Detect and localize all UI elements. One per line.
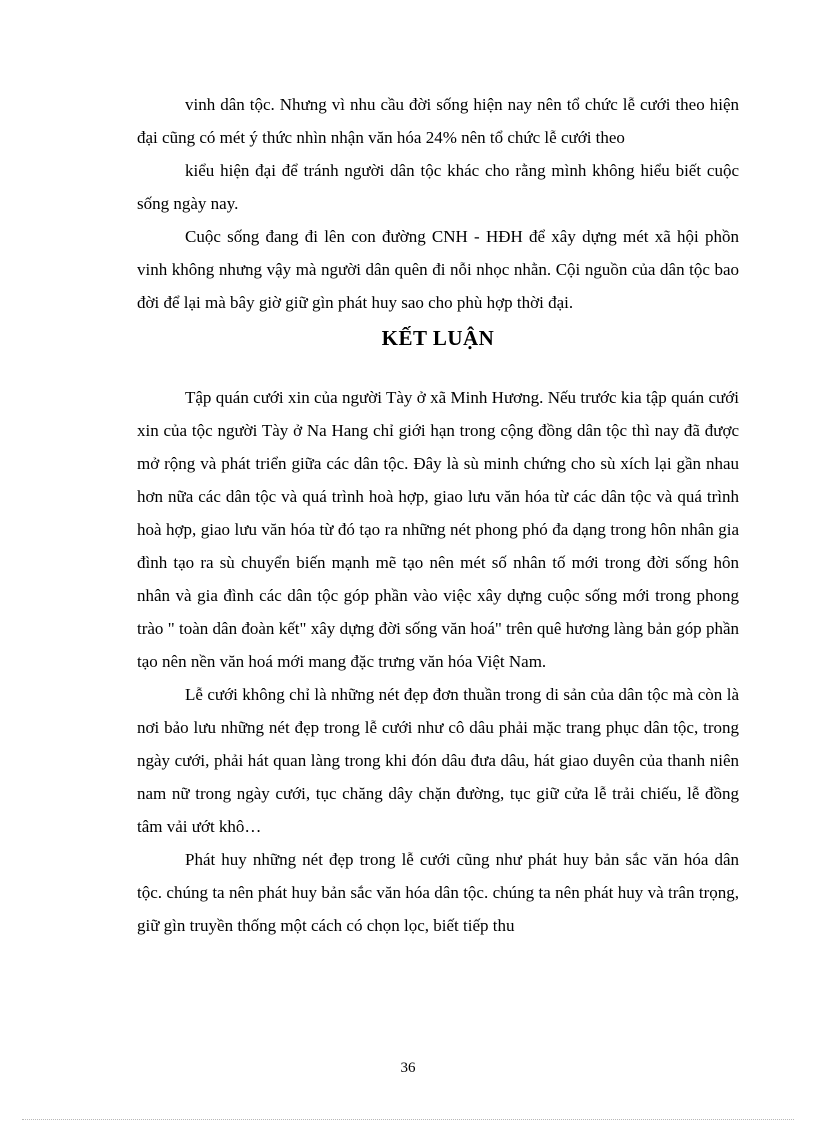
section-heading: KẾT LUẬN: [381, 326, 495, 350]
footer-divider: [22, 1119, 794, 1120]
document-body: [137, 88, 739, 942]
paragraph-3: Cuộc sống đang đi lên con đường CNH - HĐH để xây dựng mét xã hội phồn vinh không nhưng vậy mà người dân quên đi nỗi nhọc nhằn. Cội nguồn của dân tộc bao đời để lại mà bây giờ giữ gìn phát huy sao cho phù hợp thời đại.: [137, 227, 739, 312]
paragraph-1: vinh dân tộc. Nhưng vì nhu cầu đời sống hiện nay nên tổ chức lễ cưới theo hiện đại cũng có mét ý thức nhìn nhận văn hóa 24% nên tổ chức lễ cưới theo: [137, 95, 739, 147]
paragraph-2: kiểu hiện đại để tránh người dân tộc khác cho rằng mình không hiểu biết cuộc sống ngày nay.: [137, 161, 739, 213]
page-number: 36: [400, 1060, 416, 1076]
paragraph-4: Tập quán cưới xin của người Tày ở xã Minh Hương. Nếu trước kia tập quán cưới xin của tộc người Tày ở Na Hang chỉ giới hạn trong cộng đồng dân tộc thì nay đã được mở rộng và phát triển giữa các dân tộc. Đây là sù minh chứng cho sù xích lại gần nhau hơn nữa các dân tộc và quá trình hoà hợp, giao lưu văn hóa từ các dân tộc và quá trình hoà hợp, giao lưu văn hóa từ đó tạo ra những nét phong phó đa dạng trong hôn nhân gia đình tạo ra sù chuyển biến mạnh mẽ tạo nên mét số nhân tố mới trong đời sống hôn nhân và gia đình các dân tộc góp phần vào việc xây dựng cuộc sống mới trong phong trào " toàn dân đoàn kết" xây dựng đời sống văn hoá" trên quê hương làng bản góp phần tạo nên nền văn hoá mới mang đặc trưng văn hóa Việt Nam.: [137, 388, 739, 671]
paragraph-6: Phát huy những nét đẹp trong lễ cưới cũng như phát huy bản sắc văn hóa dân tộc. chúng ta nên phát huy bản sắc văn hóa dân tộc. chúng ta nên phát huy và trân trọng, giữ gìn truyền thống một cách có chọn lọc, biết tiếp thu: [137, 850, 739, 935]
paragraph-5: Lễ cưới không chỉ là những nét đẹp đơn thuần trong di sản của dân tộc mà còn là nơi bảo lưu những nét đẹp trong lễ cưới như cô dâu phải mặc trang phục dân tộc, trong ngày cưới, phải hát quan làng trong khi đón dâu đưa dâu, hát giao duyên của thanh niên nam nữ trong ngày cưới, tục chăng dây chặn đường, tục giữ cửa lễ trải chiếu, lễ đồng tâm vải ướt khô…: [137, 685, 739, 836]
